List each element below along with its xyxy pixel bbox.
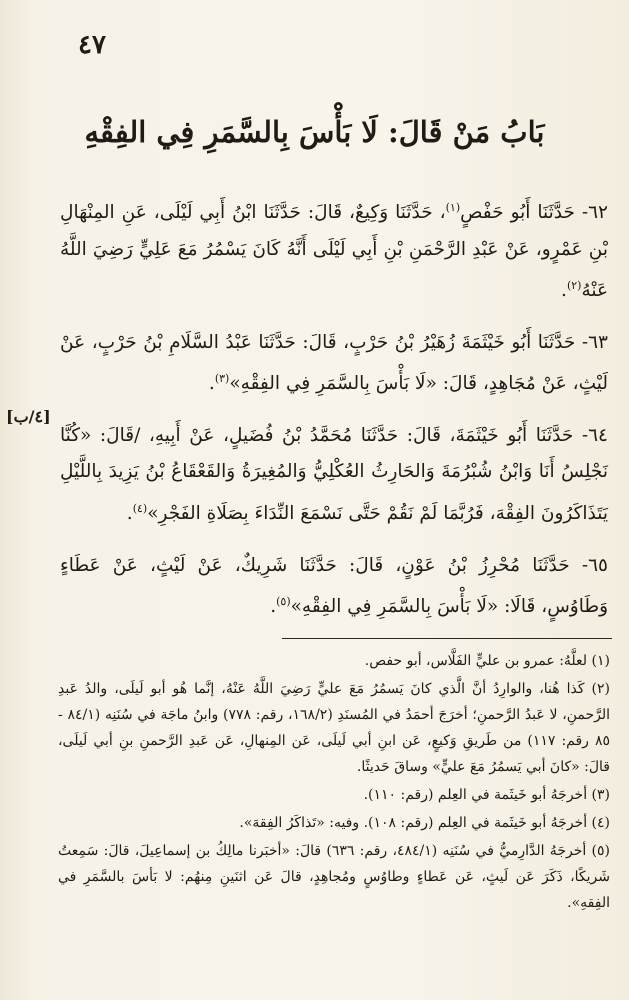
- hadith-64-end: .: [126, 503, 133, 525]
- footnote-separator: [282, 638, 612, 639]
- hadith-65: [60, 548, 608, 626]
- footnote-5: (٥) أخرجَهُ الدَّارِميُّ في سُنَنِه (٤٨٤/١، رقم: ٦٣٦) قالَ: «أخبَرنا مالِكُ بن إسماعِيلَ، قالَ: سَمِعتُ شَريكًا، ذَكَرَ عَن لَيثٍ، عَن عَطاءٍ وطاوُسٍ ومُجاهِدٍ، قالَ عَن اثنَينِ مِنهُم: لا بَأسَ بالسَّمَرِ في الفِقهِ».: [58, 843, 610, 911]
- hadith-62-text-a: ٦٢- حَدَّثَنَا أَبُو حَفْصٍ: [460, 202, 608, 224]
- footnote-ref-2: (٢): [566, 279, 582, 293]
- hadith-65-end: .: [270, 596, 277, 618]
- page-number: ٤٧: [78, 30, 106, 60]
- footnotes: [58, 648, 610, 916]
- hadith-64: [60, 418, 608, 533]
- footnote-2: (٢) كَذا هُنا، والوارِدُ أنَّ الَّذي كانَ يَسمُرُ مَعَ عليٍّ رَضِيَ اللَّهُ عَنْهُ، إنَّما هُو أبو لَيلَى، والدُ عَبدِ الرَّحمنِ، لا عَبدُ الرَّحمنِ؛ أخرَجَ أحمَدُ في المُسنَدِ (١٦٨/٢، رقم: ٧٧٨) وابنُ ماجَة في سُنَنِه (٨٤/١ - ٨٥ رقم: ١١٧) من طَريقِ وَكيعٍ، عَن ابنِ أبي لَيلَى، عَن المِنهالِ، عَن عَبدِ الرَّحمنِ بنِ أبي لَيلَى، قالَ: «كانَ أبي يَسمُرُ مَعَ عليٍّ» وساقَ حَديثًا.: [58, 681, 611, 775]
- footnote-ref-1: (١): [445, 201, 461, 214]
- hadith-63: [60, 325, 608, 403]
- footnote-4: (٤) أخرجَهُ أبو خَيثَمة في العِلم (رقم: ١٠٨). وفيه: «تَذاكَرُ الفِقهَ».: [239, 815, 610, 831]
- chapter-heading: بَابُ مَنْ قَالَ: لَا بَأْسَ بِالسَّمَرِ فِي الفِقْهِ: [84, 115, 545, 149]
- manuscript-folio-note: [٤/ب]: [6, 407, 51, 426]
- footnote-ref-5: (٥): [276, 595, 291, 609]
- footnote-ref-3: (٣): [214, 372, 230, 386]
- hadith-62-end: .: [561, 280, 567, 302]
- hadith-63-end: .: [208, 373, 215, 395]
- hadith-64-text: ٦٤- حَدَّثَنَا أَبُو خَيْثَمَةَ، قَالَ: حَدَّثَنَا مُحَمَّدُ بْنُ فُضَيلٍ، عَنْ أَبِيهِ، /قَالَ: «كُنَّا نَجْلِسُ أَنَا وَابْنُ شُبْرُمَةَ وَالحَارِثُ العُكْلِيُّ وَالمُغِيرَةُ وَالقَعْقَاعُ بْنُ يَزِيدَ بِاللَّيْلِ يَتَذَاكَرُونَ الفِقْهَ، فَرُبَّمَا لَمْ نَقُمْ حَتَّى نَسْمَعَ النِّدَاءَ بِصَلَاةِ الفَجْرِ»: [60, 424, 608, 525]
- footnote-3: (٣) أخرجَهُ أبو خَيثَمة في العِلم (رقم: ١١٠).: [363, 787, 610, 803]
- hadith-body: [60, 190, 608, 626]
- footnote-ref-4: (٤): [132, 501, 148, 515]
- hadith-65-text: ٦٥- حَدَّثَنَا مُحْرِزُ بْنُ عَوْنٍ، قَالَ: حَدَّثَنَا شَرِيكٌ، عَنْ لَيْثٍ، عَنْ عَطَاءٍ وَطَاوُسٍ، قَالَا: «لَا بَأْسَ بِالسَّمَرِ فِي الفِقْهِ»: [60, 554, 608, 618]
- footnote-1: (١) لعلَّهُ: عمرو بن عليٍّ الفَلَّاس، أبو حفص.: [364, 653, 610, 669]
- hadith-63-text: ٦٣- حَدَّثَنَا أَبُو خَيْثَمَةَ زُهَيْرُ بْنُ حَرْبٍ، قَالَ: حَدَّثَنَا عَبْدُ السَّلَامِ بْنُ حَرْبٍ، عَنْ لَيْثٍ، عَنْ مُجَاهِدٍ، قَالَ: «لَا بَأْسَ بِالسَّمَرِ فِي الفِقْهِ»: [60, 331, 608, 395]
- hadith-62: [60, 190, 608, 310]
- hadith-62-text-b: ، حَدَّثَنَا وَكِيعٌ، قَالَ: حَدَّثَنَا ابْنُ أَبِي لَيْلَى، عَنِ المِنْهَالِ بْنِ عَمْرٍو، عَنْ عَبْدِ الرَّحْمَنِ بْنِ أَبِي لَيْلَى أَنَّهُ كَانَ يَسْمُرُ مَعَ عَلِيٍّ رَضِيَ اللَّهُ عَنْهُ: [60, 202, 608, 302]
